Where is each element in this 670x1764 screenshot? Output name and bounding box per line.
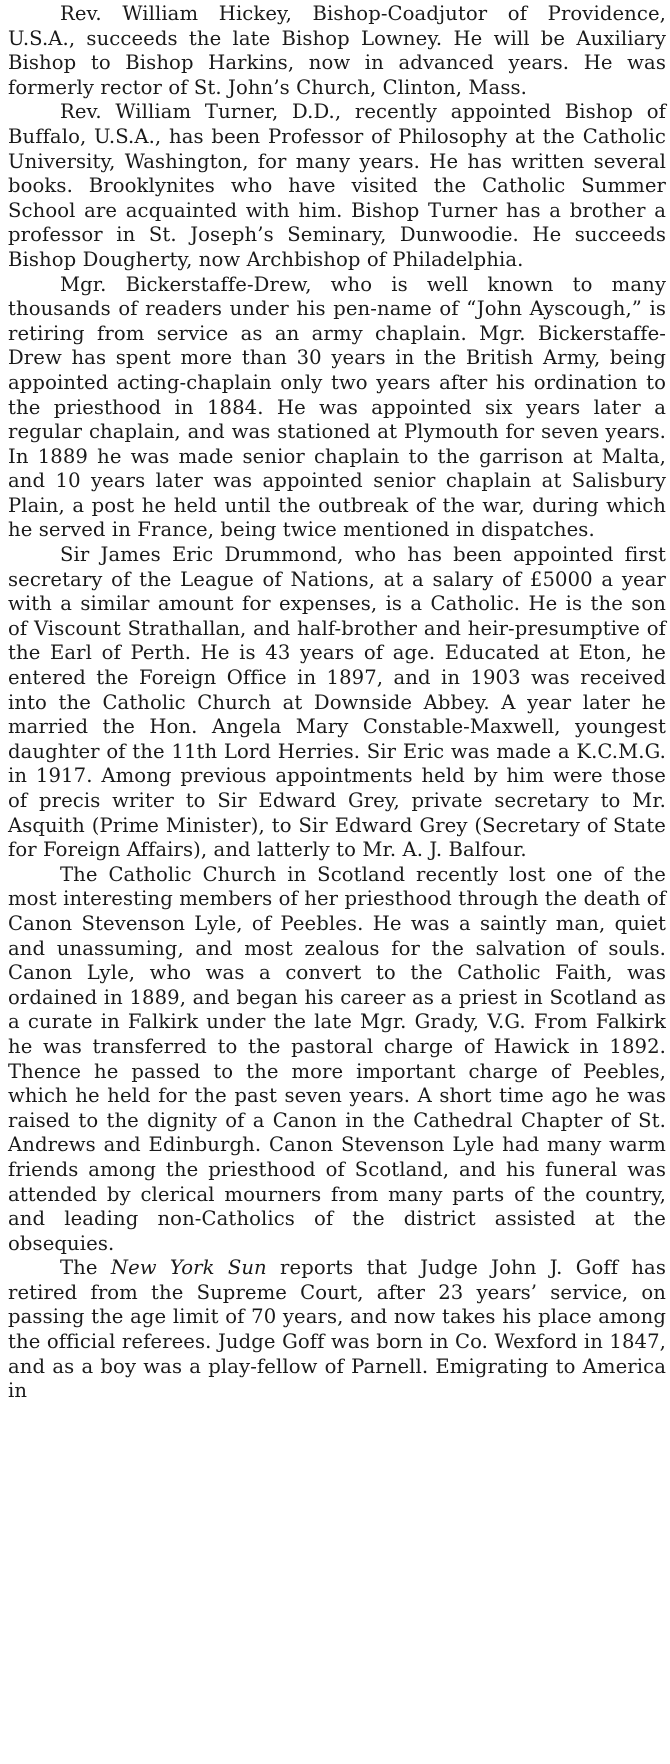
newspaper-title: New York Sun [110,1256,267,1280]
judge-goff-text-rest: reports that Judge John J. Goff has retired from the Supreme Court, after 23 years’ service, on passing the age limit of 70 years, and now takes his place among the official referees. Judge Goff was born in Co. Wexford in 1847, and as a boy was a play-fellow of Parnell. Emigrating to America in [8,1256,666,1403]
judge-goff-text-start: The [60,1256,111,1280]
paragraph-judge-goff [8,1256,666,1404]
paragraph-canon-stevenson-lyle: The Catholic Church in Scotland recently lost one of the most interesting members of her priesthood through the death of Canon Stevenson Lyle, of Peebles. He was a saintly man, quiet and unassuming, and most zealous for the salvation of souls. Canon Lyle, who was a convert to the Catholic Faith, was ordained in 1889, and began his career as a priest in Scotland as a curate in Falkirk under the late Mgr. Grady, V.G. From Falkirk he was transferred to the pastoral charge of Hawick in 1892. Thence he passed to the more important charge of Peebles, which he held for the past seven years. A short time ago he was raised to the dignity of a Canon in the Cathedral Chapter of St. Andrews and Edinburgh. Canon Stevenson Lyle had many warm friends among the priesthood of Scotland, and his funeral was attended by clerical mourners from many parts of the country, and leading non-Catholics of the district assisted at the obsequies. [8,862,666,1255]
paragraph-sir-james-eric-drummond: Sir James Eric Drummond, who has been appointed first secretary of the League of Nations, at a salary of £5000 a year with a similar amount for expenses, is a Catholic. He is the son of Viscount Strathallan, and half-brother and heir-presumptive of the Earl of Perth. He is 43 years of age. Educated at Eton, he entered the Foreign Office in 1897, and in 1903 was received into the Catholic Church at Downside Abbey. A year later he married the Hon. Angela Mary Constable-Maxwell, youngest daughter of the 11th Lord Herries. Sir Eric was made a K.C.M.G. in 1917. Among previous appointments held by him were those of precis writer to Sir Edward Grey, private secretary to Mr. Asquith (Prime Minister), to Sir Edward Grey (Secretary of State for Foreign Affairs), and latterly to Mr. A. J. Balfour. [8,543,666,862]
paragraph-bishop-turner: Rev. William Turner, D.D., recently appointed Bishop of Buffalo, U.S.A., has been Professor of Philosophy at the Catholic University, Washington, for many years. He has written several books. Brooklynites who have visited the Catholic Summer School are acquainted with him. Bishop Turner has a brother a professor in St. Joseph’s Seminary, Dunwoodie. He succeeds Bishop Dougherty, now Archbishop of Philadelphia. [8,100,666,271]
paragraph-mgr-bickerstaffe-drew: Mgr. Bickerstaffe-Drew, who is well known to many thousands of readers under his pen-name of “John Ayscough,” is retiring from service as an army chaplain. Mgr. Bickerstaffe-Drew has spent more than 30 years in the British Army, being appointed acting-chaplain only two years after his ordination to the priesthood in 1884. He was appointed six years later a regular chaplain, and was stationed at Plymouth for seven years. In 1889 he was made senior chaplain to the garrison at Malta, and 10 years later was appointed senior chaplain at Salisbury Plain, a post he held until the outbreak of the war, during which he served in France, being twice mentioned in dispatches. [8,272,666,542]
paragraph-bishop-hickey: Rev. William Hickey, Bishop-Coadjutor of Providence, U.S.A., succeeds the late Bishop Lowney. He will be Auxiliary Bishop to Bishop Harkins, now in advanced years. He was formerly rector of St. John’s Church, Clinton, Mass. [8,2,666,99]
